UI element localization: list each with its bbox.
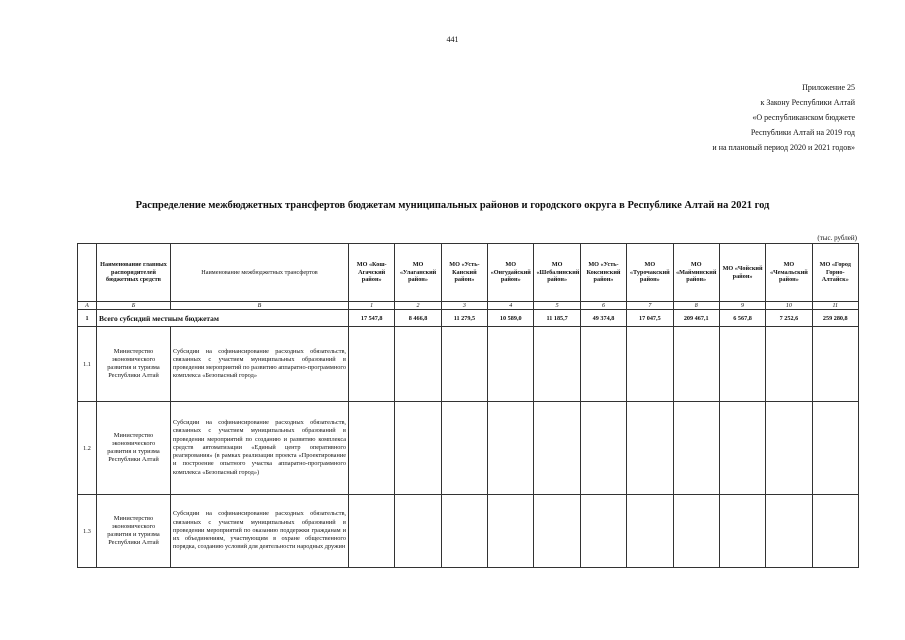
empty-cell [812, 327, 858, 402]
header-org: Наименование главных распорядителей бюджетных средств [97, 244, 171, 302]
transfers-table [77, 243, 859, 568]
total-value: 11 185,7 [534, 310, 580, 327]
header-district: МО «Онгудайский район» [488, 244, 534, 302]
header-transfer-name: Наименование межбюджетных трансфертов [171, 244, 349, 302]
appendix-line: и на плановый период 2020 и 2021 годов» [712, 143, 855, 152]
column-index: 7 [627, 302, 673, 310]
empty-cell [719, 402, 765, 495]
total-value: 209 467,1 [673, 310, 719, 327]
column-index: 4 [488, 302, 534, 310]
header-district: МО «Чемальский район» [766, 244, 812, 302]
header-district: МО «Улаганский район» [395, 244, 441, 302]
total-value: 259 280,8 [812, 310, 858, 327]
row-description: Субсидии на софинансирование расходных обязательств, связанных с участием муниципальных образований в проведении мероприятий по развитию аппаратно-программного комплекса «Безопасный город» [171, 327, 349, 402]
empty-cell [349, 402, 395, 495]
total-value: 49 374,8 [580, 310, 626, 327]
empty-cell [673, 402, 719, 495]
header-district: МО «Турочакский район» [627, 244, 673, 302]
column-index: 6 [580, 302, 626, 310]
appendix-line: Приложение 25 [802, 83, 855, 92]
row-number: 1.1 [78, 327, 97, 402]
header-district: МО «Усть-Канский район» [441, 244, 487, 302]
header-district: МО «Кош-Агачский район» [349, 244, 395, 302]
empty-cell [488, 327, 534, 402]
empty-cell [395, 495, 441, 568]
column-index: В [171, 302, 349, 310]
row-description: Субсидии на софинансирование расходных обязательств, связанных с участием муниципальных образований в проведении мероприятий по созданию и развитию комплекса средств автоматизации «Единый центр оперативного реагирования» (в рамках реализации проекта «Проектирование и построение опытного участка аппаратно-программного комплекса «Безопасный город») [171, 402, 349, 495]
empty-cell [673, 495, 719, 568]
appendix-line: «О республиканском бюджете [752, 113, 855, 122]
row-number: 1.3 [78, 495, 97, 568]
empty-cell [488, 495, 534, 568]
empty-cell [349, 495, 395, 568]
empty-cell [534, 495, 580, 568]
column-index: 1 [349, 302, 395, 310]
empty-cell [580, 327, 626, 402]
header-district: МО «Майминский район» [673, 244, 719, 302]
empty-cell [395, 402, 441, 495]
empty-cell [580, 495, 626, 568]
empty-cell [719, 327, 765, 402]
row-number: 1 [78, 310, 97, 327]
total-value: 7 252,6 [766, 310, 812, 327]
empty-cell [580, 402, 626, 495]
table-header-row [78, 244, 859, 302]
column-index-row [78, 302, 859, 310]
row-number: 1.2 [78, 402, 97, 495]
unit-label: (тыс. рублей) [817, 234, 857, 242]
empty-cell [766, 327, 812, 402]
row-org: Министерство экономического развития и туризма Республики Алтай [97, 327, 171, 402]
header-district: МО «Город Горно-Алтайск» [812, 244, 858, 302]
empty-cell [627, 402, 673, 495]
total-value: 8 466,8 [395, 310, 441, 327]
total-value: 11 279,5 [441, 310, 487, 327]
column-index: 3 [441, 302, 487, 310]
header-district: МО «Шебалинский район» [534, 244, 580, 302]
empty-cell [812, 402, 858, 495]
empty-cell [627, 327, 673, 402]
empty-cell [812, 495, 858, 568]
empty-cell [395, 327, 441, 402]
column-index: 11 [812, 302, 858, 310]
table-row [78, 495, 859, 568]
empty-cell [766, 495, 812, 568]
total-value: 10 589,0 [488, 310, 534, 327]
page-number: 441 [446, 35, 459, 44]
total-value: 17 547,8 [349, 310, 395, 327]
empty-cell [719, 495, 765, 568]
total-value: 17 047,5 [627, 310, 673, 327]
column-index: А [78, 302, 97, 310]
empty-cell [766, 402, 812, 495]
appendix-line: Республики Алтай на 2019 год [750, 128, 855, 137]
total-label: Всего субсидий местным бюджетам [97, 310, 349, 327]
empty-cell [534, 327, 580, 402]
appendix-note [712, 80, 855, 155]
column-index: 10 [766, 302, 812, 310]
column-index: 5 [534, 302, 580, 310]
total-value: 6 567,8 [719, 310, 765, 327]
header-row-no [78, 244, 97, 302]
row-description: Субсидии на софинансирование расходных обязательств, связанных с участием муниципальных образований в проведении мероприятий по оказанию поддержки гражданам и их объединениям, участвующим в охране общественного порядка, созданию условий для деятельности народных дружин [171, 495, 349, 568]
empty-cell [441, 495, 487, 568]
column-index: 2 [395, 302, 441, 310]
document-title: Распределение межбюджетных трансфертов бюджетам муниципальных районов и городского округа в Республике Алтай на 2021 год [135, 200, 770, 211]
empty-cell [627, 495, 673, 568]
table-row [78, 402, 859, 495]
column-index: 9 [719, 302, 765, 310]
header-district: МО «Усть-Коксинский район» [580, 244, 626, 302]
empty-cell [488, 402, 534, 495]
empty-cell [534, 402, 580, 495]
empty-cell [441, 327, 487, 402]
empty-cell [673, 327, 719, 402]
column-index: 8 [673, 302, 719, 310]
row-org: Министерство экономического развития и туризма Республики Алтай [97, 402, 171, 495]
empty-cell [349, 327, 395, 402]
column-index: Б [97, 302, 171, 310]
table-row [78, 327, 859, 402]
header-district: МО «Чойский район» [719, 244, 765, 302]
empty-cell [441, 402, 487, 495]
total-row [78, 310, 859, 327]
appendix-line: к Закону Республики Алтай [760, 98, 855, 107]
row-org: Министерство экономического развития и туризма Республики Алтай [97, 495, 171, 568]
